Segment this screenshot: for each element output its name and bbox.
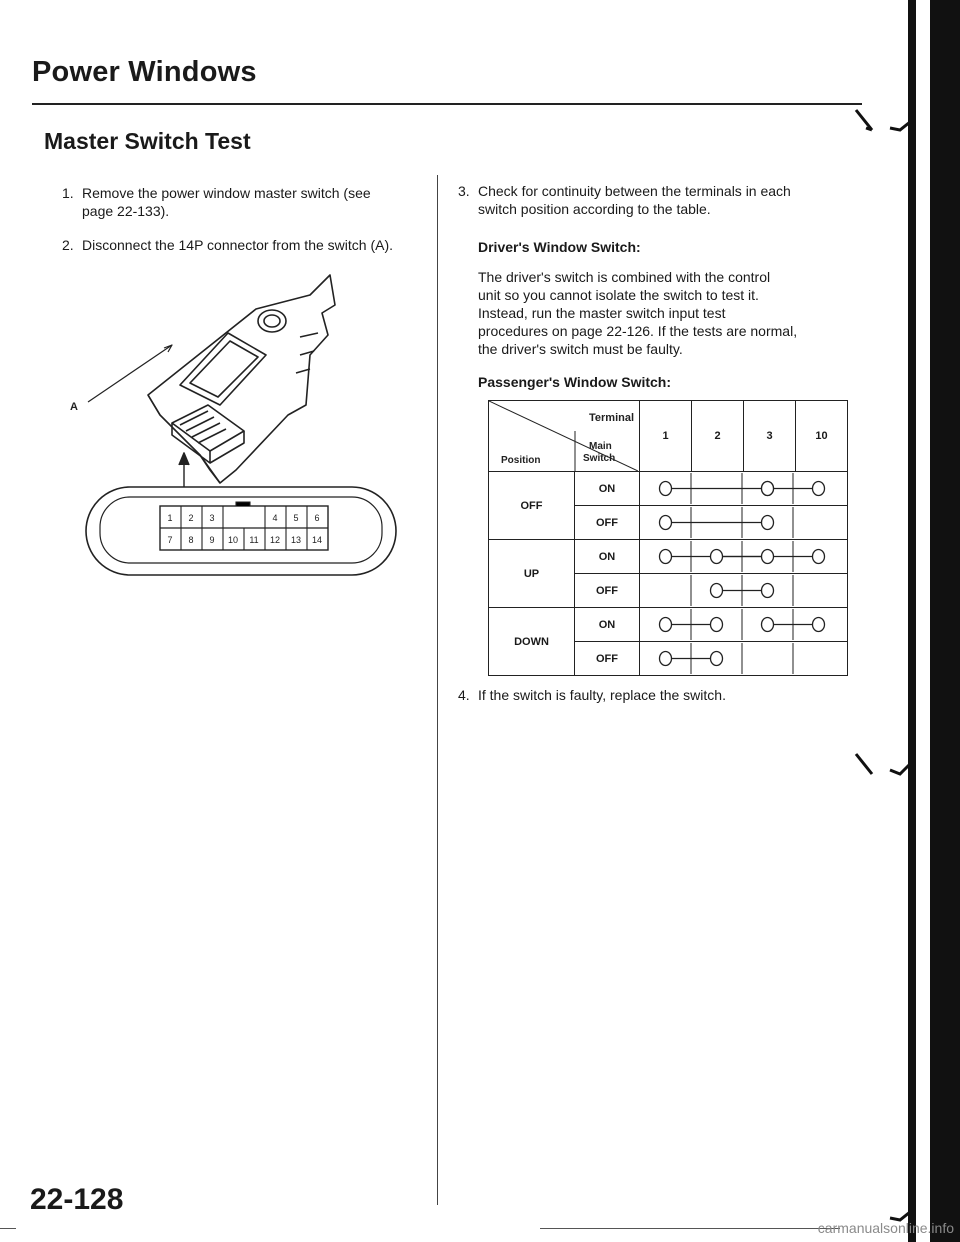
terminal-node [813, 482, 825, 496]
step-3-line: Check for continuity between the terminals in each [478, 183, 791, 199]
title-rule [32, 103, 862, 105]
terminal-node [660, 652, 672, 666]
step-3 [458, 182, 838, 222]
column-divider [437, 175, 438, 1205]
paragraph-line: the driver's switch must be faulty. [478, 341, 683, 357]
pin-label: 4 [272, 513, 278, 523]
pin-label: 6 [314, 513, 320, 523]
continuity-links [640, 643, 844, 674]
terminal-node [762, 618, 774, 632]
callout-a: A [70, 401, 78, 413]
terminal-header: 2 [692, 401, 744, 472]
step-1-number: 1. [62, 185, 74, 201]
terminal-header: 1 [640, 401, 692, 472]
watermark: carmanualsonline.info [817, 1220, 954, 1236]
position-down: DOWN [489, 608, 575, 676]
passengers-switch-heading: Passenger's Window Switch: [478, 374, 672, 390]
footer-rule [0, 1228, 16, 1229]
terminal-node [762, 482, 774, 496]
section-title: Master Switch Test [44, 128, 251, 154]
terminal-node [660, 550, 672, 564]
terminal-node [711, 618, 723, 632]
terminal-node [813, 618, 825, 632]
table-corner-header [489, 401, 640, 472]
page-number: 22-128 [30, 1183, 124, 1216]
main-switch-state: OFF [575, 574, 640, 608]
terminal-header: 3 [744, 401, 796, 472]
step-3-line: switch position according to the table. [478, 201, 711, 217]
continuity-row [640, 540, 848, 574]
continuity-row [640, 608, 848, 642]
pin-label: 10 [227, 535, 239, 545]
terminal-node [660, 618, 672, 632]
pin-label: 7 [167, 535, 173, 545]
step-2-text: Disconnect the 14P connector from the switch (A). [82, 237, 393, 253]
continuity-table [488, 400, 848, 676]
terminal-node [711, 584, 723, 598]
step-2 [62, 236, 432, 256]
pin-label: 12 [269, 535, 281, 545]
pin-label: 3 [209, 513, 215, 523]
paragraph-line: procedures on page 22-126. If the tests are normal, [478, 323, 798, 339]
pin-label: 13 [290, 535, 302, 545]
step-1 [62, 184, 422, 224]
step-2-number: 2. [62, 237, 74, 253]
main-switch-label: Switch [583, 453, 616, 464]
terminal-label: Terminal [589, 412, 635, 424]
pin-label: 9 [209, 535, 215, 545]
pin-label: 1 [167, 513, 173, 523]
terminal-node [762, 584, 774, 598]
terminal-node [762, 516, 774, 530]
main-switch-state: OFF [575, 642, 640, 676]
paragraph-line: The driver's switch is combined with the control [478, 269, 771, 285]
position-label: Position [501, 455, 541, 466]
pin-label: 2 [188, 513, 194, 523]
step-1-text [82, 184, 371, 220]
terminal-node [813, 550, 825, 564]
step-4 [458, 686, 838, 706]
main-switch-state: ON [575, 608, 640, 642]
pin-label: 8 [188, 535, 194, 545]
footer-rule [540, 1228, 840, 1229]
position-off: OFF [489, 472, 575, 540]
drivers-switch-heading: Driver's Window Switch: [478, 239, 641, 255]
continuity-links [640, 575, 844, 606]
continuity-links [640, 473, 844, 504]
paragraph-line: unit so you cannot isolate the switch to test it. [478, 287, 759, 303]
continuity-row [640, 506, 848, 540]
terminal-node [660, 516, 672, 530]
binder-tabs [850, 108, 920, 1228]
continuity-table-wrap [488, 400, 848, 676]
terminal-header: 10 [796, 401, 848, 472]
main-switch-state: OFF [575, 506, 640, 540]
pin-label: 11 [249, 535, 259, 545]
step-3-text [478, 182, 791, 218]
header-diagonal [489, 401, 638, 471]
terminal-node [660, 482, 672, 496]
continuity-row [640, 642, 848, 676]
paragraph-line: Instead, run the master switch input test [478, 305, 726, 321]
step-4-number: 4. [458, 687, 470, 703]
continuity-row [640, 574, 848, 608]
main-switch-label: Main [589, 441, 612, 452]
master-switch-illustration [60, 255, 420, 585]
page-title: Power Windows [32, 56, 257, 88]
main-switch-state: ON [575, 472, 640, 506]
terminal-node [711, 550, 723, 564]
binder-edge [930, 0, 960, 1242]
step-4-text: If the switch is faulty, replace the switch. [478, 687, 726, 703]
continuity-links [640, 609, 844, 640]
terminal-node [762, 550, 774, 564]
step-1-line: page 22-133). [82, 203, 170, 219]
drivers-switch-paragraph [478, 268, 848, 358]
continuity-links [640, 541, 844, 572]
step-3-number: 3. [458, 183, 470, 199]
continuity-links [640, 507, 844, 538]
position-up: UP [489, 540, 575, 608]
pin-label: 14 [311, 535, 323, 545]
main-switch-state: ON [575, 540, 640, 574]
pin-label: 5 [293, 513, 299, 523]
continuity-row [640, 472, 848, 506]
step-1-line: Remove the power window master switch (see [82, 185, 371, 201]
terminal-node [711, 652, 723, 666]
